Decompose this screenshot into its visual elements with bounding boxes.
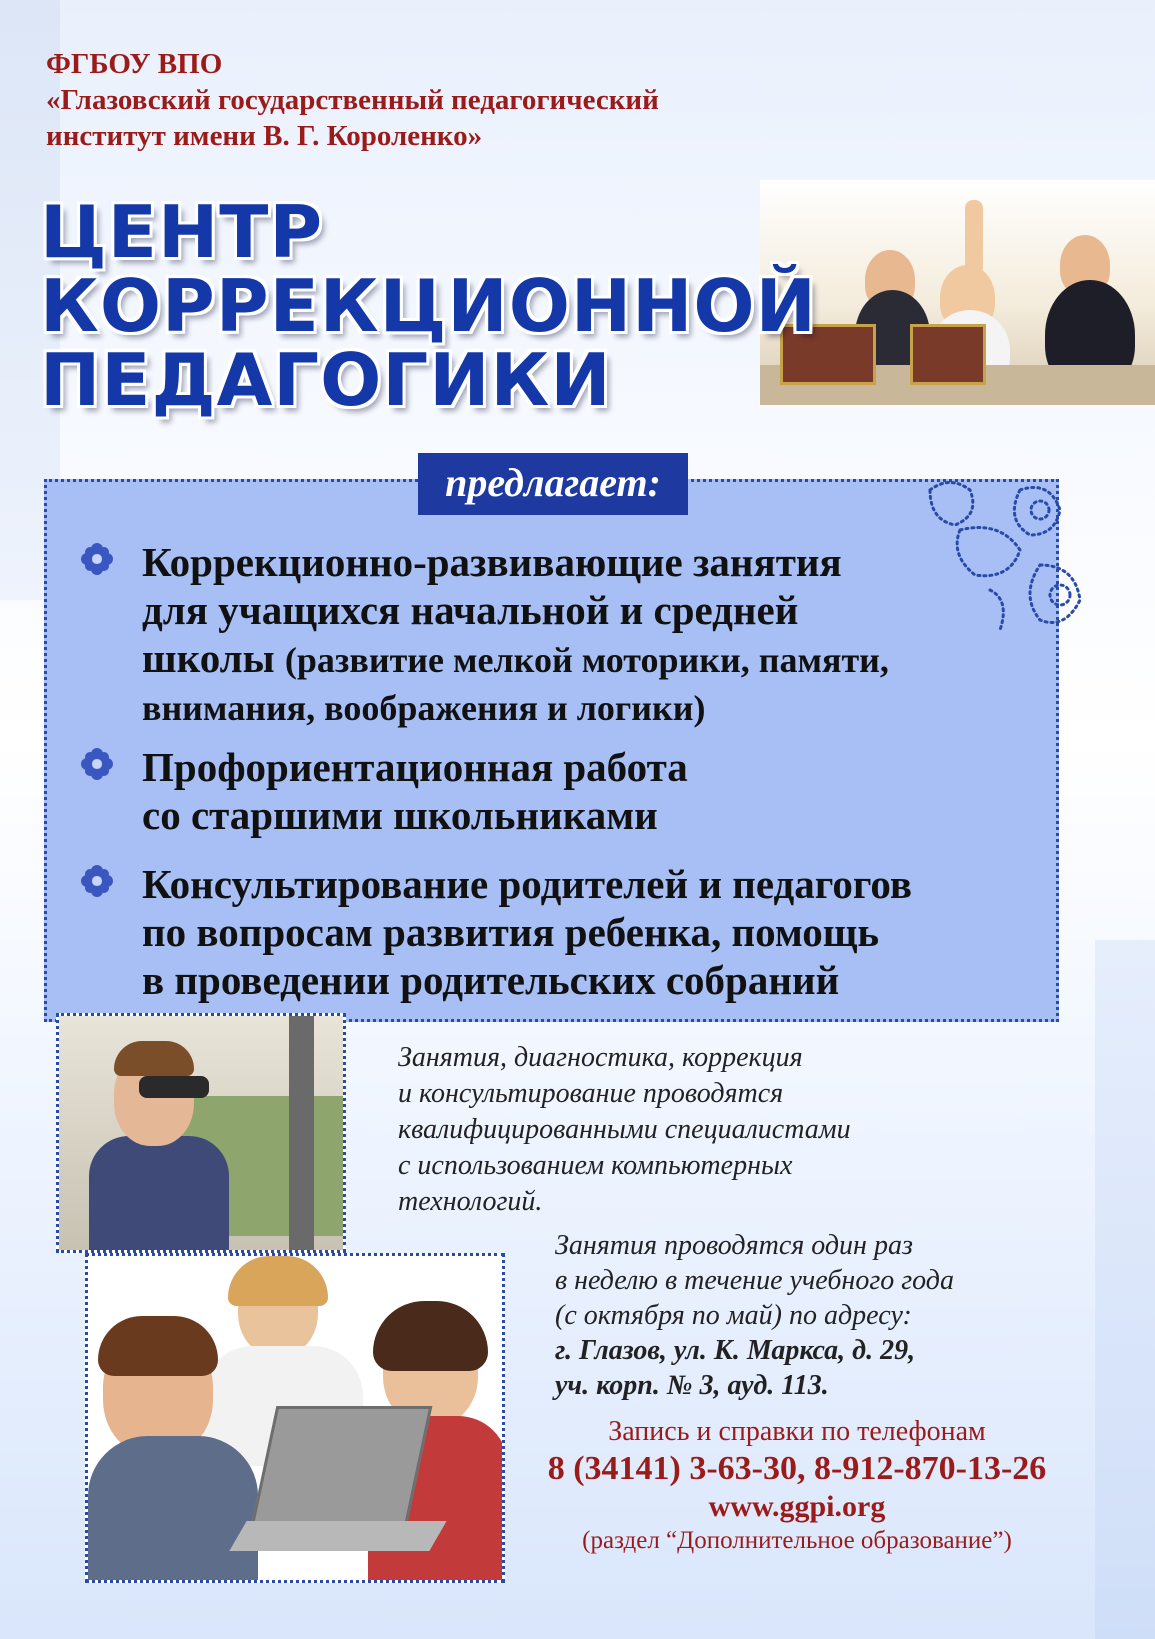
flower-bullet-icon — [80, 864, 114, 898]
title-line2: КОРРЕКЦИОННОЙ — [40, 264, 817, 348]
desc-line3: квалифицированными специалистами — [398, 1114, 851, 1145]
flower-bullet-icon — [80, 747, 114, 781]
snowflake-lace-decoration — [900, 470, 1090, 650]
website-link[interactable]: www.ggpi.org — [708, 1490, 886, 1523]
item3-line1: Консультирование родителей и педагогов — [142, 861, 913, 907]
background-band-right — [1095, 940, 1155, 1639]
address-line2: уч. корп. № 3, ауд. 113. — [555, 1370, 829, 1401]
item1-line3b: (развитие мелкой моторики, памяти, — [284, 640, 889, 680]
services-description — [398, 1040, 851, 1220]
item3-line3: в проведении родительских собраний — [142, 957, 840, 1003]
offer-label: предлагает: — [418, 453, 688, 515]
item1-line3a: школы — [142, 635, 285, 681]
item2-line2: со старшими школьниками — [142, 792, 658, 838]
desc-line5: технологий. — [398, 1186, 543, 1217]
item1-line1: Коррекционно-развивающие занятия — [142, 539, 842, 585]
schedule-line3: (с октября по май) по адресу: — [555, 1300, 912, 1331]
page-title — [40, 190, 817, 422]
laptop-learning-photo — [85, 1253, 505, 1583]
item1-line2: для учащихся начальной и средней — [142, 587, 799, 633]
contacts-block — [512, 1415, 1082, 1557]
org-type: ФГБОУ ВПО — [46, 48, 223, 80]
schedule-line2: в неделю в течение учебного года — [555, 1265, 954, 1296]
flower-bullet-icon — [80, 542, 114, 576]
desc-line1: Занятия, диагностика, коррекция — [398, 1042, 803, 1073]
title-line3: ПЕДАГОГИКИ — [40, 338, 612, 422]
item3-line2: по вопросам развития ребенка, помощь — [142, 909, 880, 955]
classroom-photo — [760, 180, 1155, 405]
desc-line2: и консультирование проводятся — [398, 1078, 784, 1109]
org-name-line2: институт имени В. Г. Короленко» — [46, 120, 483, 152]
institute-header — [46, 46, 659, 154]
website-section-note: (раздел “Дополнительное образование”) — [582, 1527, 1012, 1554]
title-line1: ЦЕНТР — [40, 190, 324, 274]
desc-line4: с использованием компьютерных — [398, 1150, 793, 1181]
item2-line1: Профориентационная работа — [142, 744, 688, 790]
schedule-info — [555, 1228, 954, 1403]
schedule-line1: Занятия проводятся один раз — [555, 1230, 913, 1261]
address-line1: г. Глазов, ул. К. Маркса, д. 29, — [555, 1335, 916, 1366]
student-workshop-photo — [56, 1013, 346, 1253]
contacts-label: Запись и справки по телефонам — [608, 1416, 986, 1447]
org-name-line1: «Глазовский государственный педагогический — [46, 84, 659, 116]
phone-numbers: 8 (34141) 3-63-30, 8-912-870-13-26 — [547, 1450, 1047, 1487]
item1-line4: внимания, воображения и логики) — [142, 688, 706, 728]
